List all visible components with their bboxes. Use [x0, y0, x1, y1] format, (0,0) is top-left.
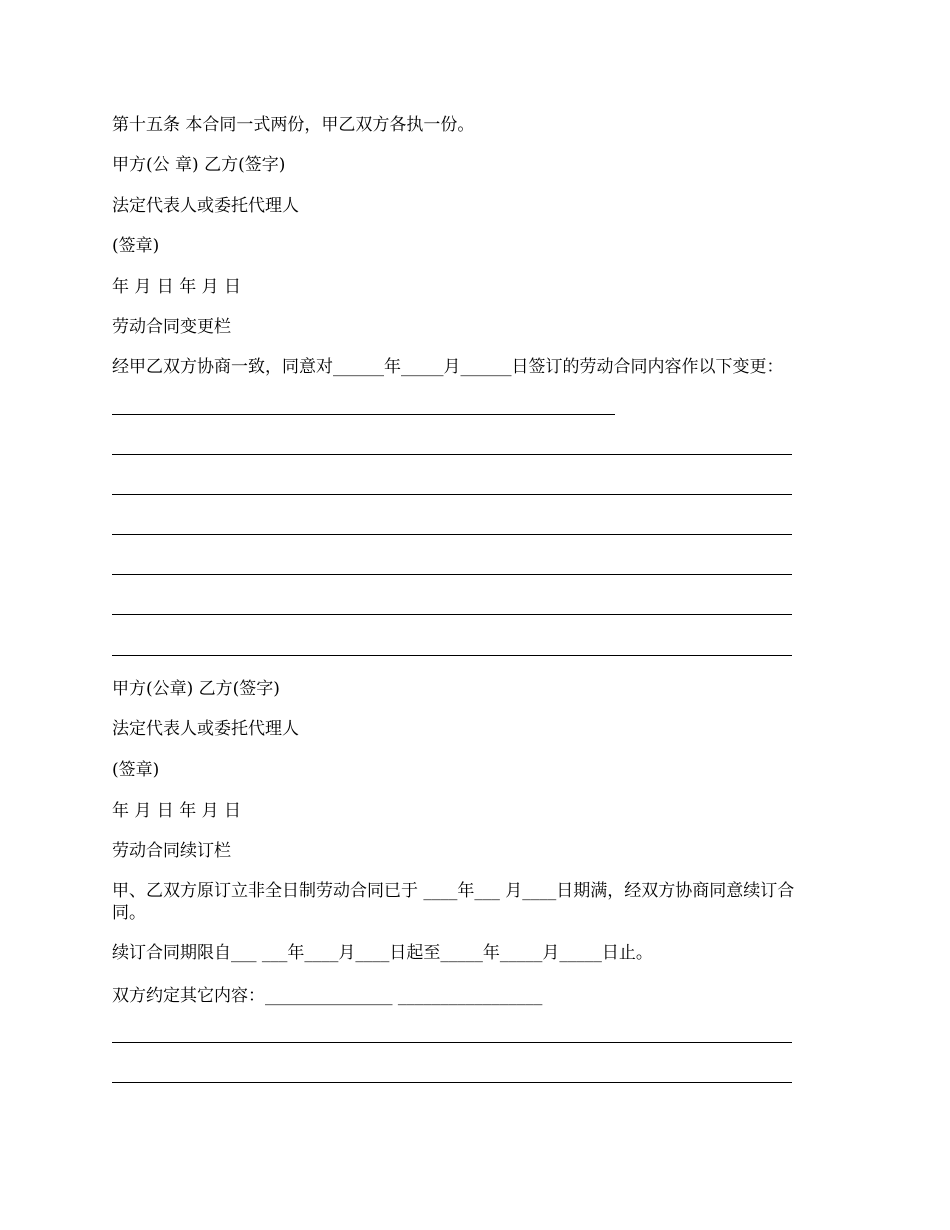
blank-line — [112, 1042, 792, 1043]
blank-line — [112, 1082, 792, 1083]
legal-representative-label: 法定代表人或委托代理人 — [112, 196, 299, 216]
change-agreement-text: 经甲乙双方协商一致，同意对______年_____月______日签订的劳动合同内容作以下变更： — [112, 357, 784, 377]
contract-page — [112, 0, 842, 1230]
blank-line — [112, 414, 615, 415]
date-line: 年 月 日 年 月 日 — [112, 801, 242, 821]
seal-label: (签章) — [112, 760, 160, 780]
renewal-agreement-text: 甲、乙双方原订立非全日制劳动合同已于 ____年___ 月____日期满，经双方协商同意续订合同。 — [112, 881, 795, 923]
other-terms-text: 双方约定其它内容：_______________ _________________ — [112, 986, 543, 1006]
date-line: 年 月 日 年 月 日 — [112, 277, 242, 297]
blank-line — [112, 655, 792, 656]
blank-line — [112, 534, 792, 535]
renewal-section-title: 劳动合同续订栏 — [112, 841, 231, 861]
blank-line — [112, 574, 792, 575]
blank-line — [112, 454, 792, 455]
blank-line — [112, 494, 792, 495]
seal-label: (签章) — [112, 236, 160, 256]
blank-line — [112, 614, 792, 615]
signature-parties-line: 甲方(公 章) 乙方(签字) — [112, 155, 286, 175]
legal-representative-label: 法定代表人或委托代理人 — [112, 719, 299, 739]
article-15-text: 第十五条 本合同一式两份，甲乙双方各执一份。 — [112, 115, 475, 135]
renewal-period-text: 续订合同期限自___ ___年____月____日起至_____年_____月_____日止。 — [112, 943, 653, 963]
change-section-title: 劳动合同变更栏 — [112, 317, 231, 337]
signature-parties-line: 甲方(公章) 乙方(签字) — [112, 679, 280, 699]
